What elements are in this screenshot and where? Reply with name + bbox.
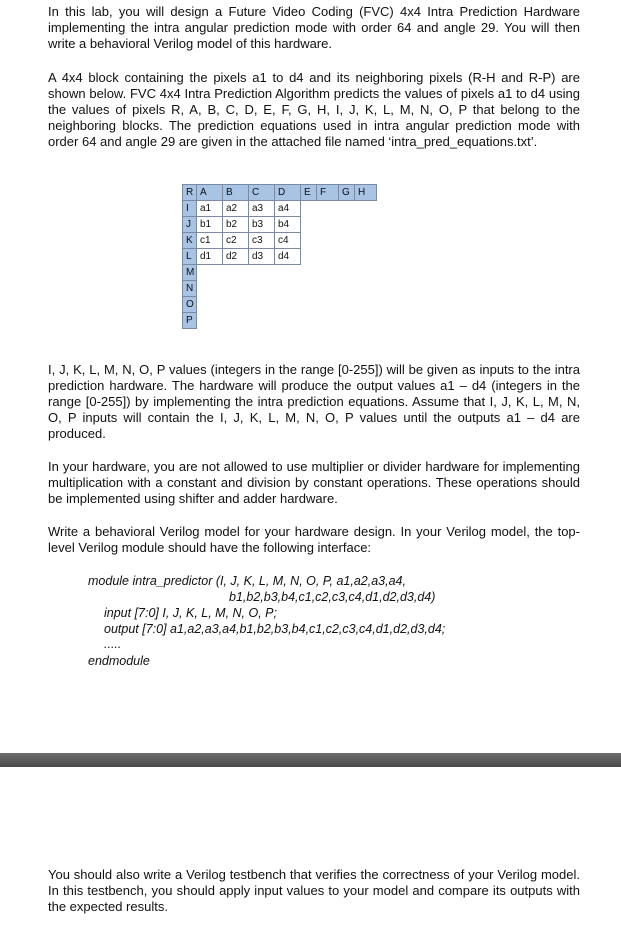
- testbench-paragraph: You should also write a Verilog testbench that verifies the correctness of your Verilog model. In this testbench, you should apply input values to your model and compare its outputs with the expected results.: [48, 867, 580, 914]
- grid-cell-c1: c1: [197, 233, 223, 249]
- code-input-line: input [7:0] I, J, K, L, M, N, O, P;: [104, 606, 277, 620]
- grid-cell-E: E: [301, 185, 317, 201]
- grid-row-top: [183, 185, 377, 201]
- grid-cell-M: M: [183, 265, 197, 281]
- grid-cell-b2: b2: [223, 217, 249, 233]
- grid-cell-C: C: [249, 185, 275, 201]
- grid-cell-a1: a1: [197, 201, 223, 217]
- grid-cell-b3: b3: [249, 217, 275, 233]
- grid-row-1: [183, 201, 377, 217]
- code-ellipsis-line: .....: [104, 637, 122, 651]
- page-divider: [0, 753, 621, 767]
- grid-cell-P: P: [183, 313, 197, 329]
- inputs-paragraph: I, J, K, L, M, N, O, P values (integers in the range [0-255]) will be given as inputs to the intra prediction hardware. The hardware will produce the output values a1 – d4 (integers in the range [0-255]) by implementing the intra prediction equations. Assume that I, J, K, L, M, N, O, P inputs will contain the I, J, K, L, M, N, O, P values until the outputs a1 – d4 are produced.: [48, 362, 580, 441]
- grid-cell-O: O: [183, 297, 197, 313]
- code-endmodule-line: endmodule: [88, 654, 150, 668]
- code-ports-line: b1,b2,b3,b4,c1,c2,c3,c4,d1,d2,d3,d4): [229, 590, 436, 604]
- grid-cell-R: R: [183, 185, 197, 201]
- grid-cell-d3: d3: [249, 249, 275, 265]
- grid-row-6: [183, 281, 377, 297]
- grid-cell-a2: a2: [223, 201, 249, 217]
- pixel-table: [182, 184, 377, 329]
- grid-row-3: [183, 233, 377, 249]
- grid-cell-b4: b4: [275, 217, 301, 233]
- code-output-line: output [7:0] a1,a2,a3,a4,b1,b2,b3,b4,c1,c2,c3,c4,d1,d2,d3,d4;: [104, 622, 446, 636]
- grid-cell-L: L: [183, 249, 197, 265]
- grid-row-8: [183, 313, 377, 329]
- grid-row-7: [183, 297, 377, 313]
- block-description-paragraph: A 4x4 block containing the pixels a1 to d4 and its neighboring pixels (R-H and R-P) are shown below. FVC 4x4 Intra Prediction Algorithm predicts the values of pixels a1 to d4 using the values of pixels R, A, B, C, D, E, F, G, H, I, J, K, L, M, N, O, P that belong to the neighboring blocks. The prediction equations used in intra angular prediction mode with order 64 and angle 29 are given in the attached file named ‘intra_pred_equations.txt’.: [48, 70, 580, 149]
- grid-cell-A: A: [197, 185, 223, 201]
- grid-cell-d2: d2: [223, 249, 249, 265]
- grid-cell-N: N: [183, 281, 197, 297]
- grid-cell-H: H: [355, 185, 377, 201]
- intro-paragraph: In this lab, you will design a Future Video Coding (FVC) 4x4 Intra Prediction Hardware implementing the intra angular prediction mode with order 64 and angle 29. You will then write a behavioral Verilog model of this hardware.: [48, 4, 580, 51]
- grid-row-2: [183, 217, 377, 233]
- grid-cell-a3: a3: [249, 201, 275, 217]
- grid-cell-c2: c2: [223, 233, 249, 249]
- grid-cell-I: I: [183, 201, 197, 217]
- grid-cell-d1: d1: [197, 249, 223, 265]
- grid-cell-K: K: [183, 233, 197, 249]
- grid-cell-c3: c3: [249, 233, 275, 249]
- grid-cell-c4: c4: [275, 233, 301, 249]
- pixel-grid: [182, 184, 377, 329]
- grid-row-4: [183, 249, 377, 265]
- grid-cell-a4: a4: [275, 201, 301, 217]
- grid-cell-d4: d4: [275, 249, 301, 265]
- code-module-line: module intra_predictor (I, J, K, L, M, N, O, P, a1,a2,a3,a4,: [88, 574, 406, 588]
- grid-cell-J: J: [183, 217, 197, 233]
- grid-row-5: [183, 265, 377, 281]
- grid-cell-G: G: [339, 185, 355, 201]
- grid-cell-D: D: [275, 185, 301, 201]
- hardware-paragraph: In your hardware, you are not allowed to use multiplier or divider hardware for implementing multiplication with a constant and division by constant operations. These operations should be implemented using shifter and adder hardware.: [48, 459, 580, 506]
- grid-cell-b1: b1: [197, 217, 223, 233]
- grid-cell-B: B: [223, 185, 249, 201]
- verilog-paragraph: Write a behavioral Verilog model for your hardware design. In your Verilog model, the top-level Verilog module should have the following interface:: [48, 524, 580, 555]
- grid-cell-F: F: [317, 185, 339, 201]
